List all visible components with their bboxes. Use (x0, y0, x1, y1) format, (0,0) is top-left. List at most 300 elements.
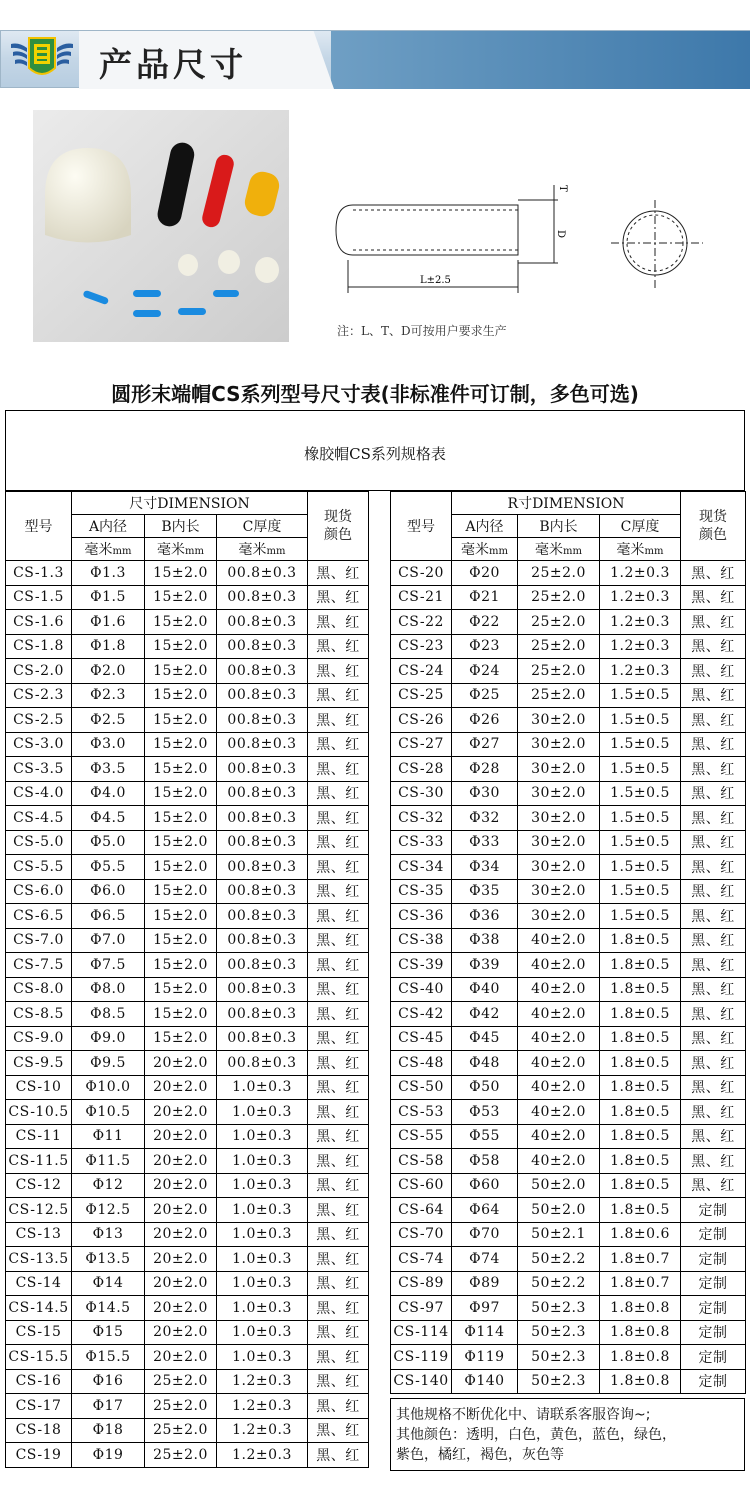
stock-color-cell: 定制 (681, 1271, 746, 1296)
inner-diameter-cell: Φ13.5 (72, 1247, 145, 1272)
table-row (6, 977, 369, 1002)
table-row (6, 634, 369, 659)
thickness-cell: 1.0±0.3 (217, 1173, 308, 1198)
spec-table-left (5, 491, 369, 1468)
stock-color-cell: 黑、红 (308, 781, 369, 806)
table-row (6, 904, 369, 929)
model-cell: CS-20 (391, 561, 452, 586)
thickness-cell: 00.8±0.3 (217, 732, 308, 757)
table-row (391, 1247, 746, 1272)
inner-diameter-cell: Φ16 (72, 1369, 145, 1394)
label-d: D (555, 230, 566, 239)
drawing-note: 注：L、T、D可按用户要求生产 (337, 324, 507, 338)
inner-diameter-cell: Φ11 (72, 1124, 145, 1149)
thickness-cell: 00.8±0.3 (217, 757, 308, 782)
table-row (6, 757, 369, 782)
table-row (6, 1100, 369, 1125)
table-row (391, 904, 746, 929)
thickness-cell: 00.8±0.3 (217, 634, 308, 659)
inner-length-cell: 20±2.0 (145, 1222, 217, 1247)
table-row (391, 830, 746, 855)
stock-color-cell: 黑、红 (308, 561, 369, 586)
stock-color-cell: 黑、红 (681, 659, 746, 684)
table-row (6, 1320, 369, 1345)
stock-color-cell: 黑、红 (308, 1247, 369, 1272)
unit-b: 毫米mm (518, 538, 600, 561)
inner-length-cell: 15±2.0 (145, 659, 217, 684)
stock-color-cell: 黑、红 (681, 1075, 746, 1100)
thickness-cell: 00.8±0.3 (217, 928, 308, 953)
inner-diameter-cell: Φ12.5 (72, 1198, 145, 1223)
inner-length-cell: 25±2.0 (518, 585, 600, 610)
technical-drawing (318, 145, 728, 345)
table-row (391, 953, 746, 978)
table-row (391, 1345, 746, 1370)
model-cell: CS-9.0 (6, 1026, 72, 1051)
model-cell: CS-11 (6, 1124, 72, 1149)
stock-color-cell: 定制 (681, 1247, 746, 1272)
thickness-cell: 1.8±0.7 (600, 1271, 681, 1296)
stock-color-cell: 黑、红 (681, 1026, 746, 1051)
stock-color-cell: 黑、红 (308, 1100, 369, 1125)
stock-color-cell: 黑、红 (308, 1296, 369, 1321)
thickness-cell: 1.2±0.3 (217, 1418, 308, 1443)
inner-length-cell: 15±2.0 (145, 708, 217, 733)
stock-color-cell: 黑、红 (681, 953, 746, 978)
inner-length-cell: 25±2.0 (518, 561, 600, 586)
model-cell: CS-15.5 (6, 1345, 72, 1370)
thickness-cell: 1.2±0.3 (217, 1394, 308, 1419)
product-photo (33, 110, 289, 342)
col-a-header: A内径 (452, 515, 518, 538)
table-caption: 圆形末端帽CS系列型号尺寸表(非标准件可订制，多色可选) (111, 382, 639, 406)
thickness-cell: 00.8±0.3 (217, 561, 308, 586)
stock-color-cell: 黑、红 (308, 806, 369, 831)
inner-diameter-cell: Φ1.3 (72, 561, 145, 586)
thickness-cell: 1.5±0.5 (600, 830, 681, 855)
stock-color-cell: 定制 (681, 1222, 746, 1247)
stock-color-cell: 黑、红 (681, 879, 746, 904)
table-row (6, 1369, 369, 1394)
stock-color-cell: 黑、红 (308, 904, 369, 929)
stock-color-cell: 黑、红 (681, 1173, 746, 1198)
table-row (6, 830, 369, 855)
stock-color-cell: 黑、红 (308, 1002, 369, 1027)
thickness-cell: 00.8±0.3 (217, 953, 308, 978)
table-row (6, 561, 369, 586)
inner-diameter-cell: Φ4.5 (72, 806, 145, 831)
model-cell: CS-7.0 (6, 928, 72, 953)
table-row (391, 879, 746, 904)
thickness-cell: 1.0±0.3 (217, 1247, 308, 1272)
model-cell: CS-58 (391, 1149, 452, 1174)
inner-diameter-cell: Φ4.0 (72, 781, 145, 806)
model-cell: CS-5.5 (6, 855, 72, 880)
thickness-cell: 00.8±0.3 (217, 610, 308, 635)
inner-length-cell: 20±2.0 (145, 1198, 217, 1223)
stock-color-cell: 黑、红 (308, 1198, 369, 1223)
model-cell: CS-50 (391, 1075, 452, 1100)
inner-diameter-cell: Φ114 (452, 1320, 518, 1345)
model-cell: CS-9.5 (6, 1051, 72, 1076)
stock-color-cell: 定制 (681, 1369, 746, 1394)
model-cell: CS-64 (391, 1198, 452, 1223)
inner-length-cell: 25±2.0 (518, 634, 600, 659)
spec-title: 橡胶帽CS系列规格表 (304, 445, 446, 463)
thickness-cell: 1.8±0.5 (600, 1173, 681, 1198)
inner-diameter-cell: Φ27 (452, 732, 518, 757)
table-row (391, 1369, 746, 1394)
stock-color-cell: 黑、红 (308, 977, 369, 1002)
model-cell: CS-12 (6, 1173, 72, 1198)
inner-length-cell: 20±2.0 (145, 1075, 217, 1100)
model-cell: CS-30 (391, 781, 452, 806)
inner-length-cell: 50±2.2 (518, 1271, 600, 1296)
stock-color-cell: 定制 (681, 1345, 746, 1370)
thickness-cell: 1.0±0.3 (217, 1271, 308, 1296)
thickness-cell: 00.8±0.3 (217, 806, 308, 831)
model-cell: CS-22 (391, 610, 452, 635)
dimension-header: 尺寸DIMENSION (72, 492, 308, 515)
inner-length-cell: 50±2.3 (518, 1369, 600, 1394)
col-a-header: A内径 (72, 515, 145, 538)
model-cell: CS-89 (391, 1271, 452, 1296)
inner-length-cell: 30±2.0 (518, 757, 600, 782)
inner-diameter-cell: Φ22 (452, 610, 518, 635)
table-head-left (6, 492, 369, 561)
model-cell: CS-28 (391, 757, 452, 782)
model-cell: CS-42 (391, 1002, 452, 1027)
inner-diameter-cell: Φ24 (452, 659, 518, 684)
model-cell: CS-114 (391, 1320, 452, 1345)
table-row (391, 781, 746, 806)
stock-color-cell: 黑、红 (681, 732, 746, 757)
model-cell: CS-26 (391, 708, 452, 733)
thickness-cell: 1.5±0.5 (600, 879, 681, 904)
stock-color-cell: 黑、红 (681, 610, 746, 635)
inner-length-cell: 30±2.0 (518, 781, 600, 806)
thickness-cell: 1.8±0.5 (600, 1026, 681, 1051)
stock-color-cell: 黑、红 (308, 634, 369, 659)
stock-color-cell: 黑、红 (308, 879, 369, 904)
section-title: 产品尺寸 (99, 45, 247, 84)
inner-length-cell: 30±2.0 (518, 830, 600, 855)
model-header: 型号 (391, 492, 452, 561)
thickness-cell: 1.8±0.7 (600, 1247, 681, 1272)
inner-diameter-cell: Φ70 (452, 1222, 518, 1247)
unit-c: 毫米mm (600, 538, 681, 561)
inner-length-cell: 15±2.0 (145, 830, 217, 855)
model-cell: CS-97 (391, 1296, 452, 1321)
inner-length-cell: 30±2.0 (518, 879, 600, 904)
inner-length-cell: 15±2.0 (145, 683, 217, 708)
label-t: T (557, 185, 568, 192)
inner-diameter-cell: Φ6.0 (72, 879, 145, 904)
model-header: 型号 (6, 492, 72, 561)
model-cell: CS-2.0 (6, 659, 72, 684)
thickness-cell: 00.8±0.3 (217, 683, 308, 708)
inner-length-cell: 30±2.0 (518, 904, 600, 929)
thickness-cell: 00.8±0.3 (217, 879, 308, 904)
table-row (391, 1124, 746, 1149)
thickness-cell: 1.8±0.6 (600, 1222, 681, 1247)
thickness-cell: 1.5±0.5 (600, 855, 681, 880)
thickness-cell: 1.8±0.5 (600, 1075, 681, 1100)
model-cell: CS-74 (391, 1247, 452, 1272)
footnote-box (390, 1398, 745, 1471)
stock-color-cell: 黑、红 (681, 904, 746, 929)
thickness-cell: 00.8±0.3 (217, 904, 308, 929)
table-row (6, 855, 369, 880)
inner-length-cell: 50±2.1 (518, 1222, 600, 1247)
table-row (391, 757, 746, 782)
table-row (6, 1149, 369, 1174)
thickness-cell: 00.8±0.3 (217, 977, 308, 1002)
table-row (6, 1247, 369, 1272)
inner-diameter-cell: Φ2.5 (72, 708, 145, 733)
table-row (391, 1271, 746, 1296)
inner-diameter-cell: Φ15 (72, 1320, 145, 1345)
inner-diameter-cell: Φ21 (452, 585, 518, 610)
inner-diameter-cell: Φ14 (72, 1271, 145, 1296)
thickness-cell: 1.5±0.5 (600, 683, 681, 708)
thickness-cell: 1.2±0.3 (600, 610, 681, 635)
model-cell: CS-1.8 (6, 634, 72, 659)
table-row (391, 806, 746, 831)
inner-length-cell: 20±2.0 (145, 1124, 217, 1149)
model-cell: CS-24 (391, 659, 452, 684)
inner-diameter-cell: Φ11.5 (72, 1149, 145, 1174)
table-row (391, 1075, 746, 1100)
inner-length-cell: 20±2.0 (145, 1100, 217, 1125)
table-body-right (391, 561, 746, 1394)
thickness-cell: 1.5±0.5 (600, 708, 681, 733)
model-cell: CS-18 (6, 1418, 72, 1443)
table-row (391, 1026, 746, 1051)
stock-color-cell: 定制 (681, 1320, 746, 1345)
table-row (6, 1418, 369, 1443)
stock-color-cell: 黑、红 (681, 585, 746, 610)
thickness-cell: 1.5±0.5 (600, 781, 681, 806)
inner-length-cell: 20±2.0 (145, 1345, 217, 1370)
stock-color-cell: 黑、红 (308, 585, 369, 610)
company-logo-icon (9, 34, 75, 84)
inner-length-cell: 50±2.3 (518, 1320, 600, 1345)
stock-color-cell: 定制 (681, 1296, 746, 1321)
inner-length-cell: 40±2.0 (518, 977, 600, 1002)
inner-diameter-cell: Φ2.0 (72, 659, 145, 684)
table-row (391, 1149, 746, 1174)
inner-diameter-cell: Φ10.0 (72, 1075, 145, 1100)
model-cell: CS-32 (391, 806, 452, 831)
stock-color-cell: 黑、红 (308, 1345, 369, 1370)
spec-title-box (5, 410, 745, 491)
inner-diameter-cell: Φ19 (72, 1443, 145, 1468)
inner-diameter-cell: Φ32 (452, 806, 518, 831)
thickness-cell: 1.8±0.8 (600, 1345, 681, 1370)
stock-color-cell: 黑、红 (308, 1149, 369, 1174)
table-row (6, 1345, 369, 1370)
inner-length-cell: 15±2.0 (145, 732, 217, 757)
inner-length-cell: 15±2.0 (145, 781, 217, 806)
thickness-cell: 1.8±0.5 (600, 928, 681, 953)
model-cell: CS-10.5 (6, 1100, 72, 1125)
stock-color-cell: 黑、红 (681, 561, 746, 586)
model-cell: CS-13.5 (6, 1247, 72, 1272)
thickness-cell: 1.8±0.5 (600, 1198, 681, 1223)
inner-diameter-cell: Φ28 (452, 757, 518, 782)
thickness-cell: 1.5±0.5 (600, 757, 681, 782)
inner-diameter-cell: Φ13 (72, 1222, 145, 1247)
col-c-header: C厚度 (600, 515, 681, 538)
inner-diameter-cell: Φ38 (452, 928, 518, 953)
model-cell: CS-39 (391, 953, 452, 978)
inner-diameter-cell: Φ7.5 (72, 953, 145, 978)
footnote-line-2: 其他颜色：透明，白色，黄色，蓝色，绿色， (396, 1427, 676, 1443)
thickness-cell: 00.8±0.3 (217, 781, 308, 806)
inner-length-cell: 25±2.0 (518, 659, 600, 684)
stock-color-cell: 黑、红 (308, 1026, 369, 1051)
inner-length-cell: 15±2.0 (145, 855, 217, 880)
stock-color-cell: 定制 (681, 1198, 746, 1223)
table-row (6, 1394, 369, 1419)
table-row (6, 1443, 369, 1468)
inner-diameter-cell: Φ89 (452, 1271, 518, 1296)
inner-diameter-cell: Φ64 (452, 1198, 518, 1223)
thickness-cell: 1.2±0.3 (217, 1443, 308, 1468)
thickness-cell: 1.0±0.3 (217, 1100, 308, 1125)
model-cell: CS-4.0 (6, 781, 72, 806)
table-row (391, 1320, 746, 1345)
inner-diameter-cell: Φ15.5 (72, 1345, 145, 1370)
inner-length-cell: 40±2.0 (518, 1124, 600, 1149)
table-row (6, 610, 369, 635)
banner-stripe (331, 31, 750, 89)
inner-diameter-cell: Φ7.0 (72, 928, 145, 953)
stock-color-header: 现货颜色 (308, 492, 369, 561)
stock-color-cell: 黑、红 (308, 830, 369, 855)
table-row (391, 659, 746, 684)
stock-color-cell: 黑、红 (308, 1222, 369, 1247)
inner-diameter-cell: Φ35 (452, 879, 518, 904)
thickness-cell: 1.0±0.3 (217, 1345, 308, 1370)
inner-length-cell: 15±2.0 (145, 1002, 217, 1027)
stock-color-cell: 黑、红 (308, 1051, 369, 1076)
inner-length-cell: 15±2.0 (145, 561, 217, 586)
stock-color-cell: 黑、红 (681, 757, 746, 782)
table-row (6, 781, 369, 806)
col-c-header: C厚度 (217, 515, 308, 538)
model-cell: CS-19 (6, 1443, 72, 1468)
unit-a: 毫米mm (72, 538, 145, 561)
inner-length-cell: 40±2.0 (518, 1100, 600, 1125)
table-row (6, 1026, 369, 1051)
inner-length-cell: 15±2.0 (145, 904, 217, 929)
stock-color-cell: 黑、红 (308, 708, 369, 733)
stock-color-header: 现货颜色 (681, 492, 746, 561)
table-row (391, 1173, 746, 1198)
stock-color-cell: 黑、红 (681, 708, 746, 733)
model-cell: CS-8.5 (6, 1002, 72, 1027)
inner-diameter-cell: Φ8.0 (72, 977, 145, 1002)
table-row (391, 732, 746, 757)
thickness-cell: 00.8±0.3 (217, 585, 308, 610)
table-row (6, 1051, 369, 1076)
thickness-cell: 1.8±0.8 (600, 1320, 681, 1345)
table-row (6, 879, 369, 904)
inner-length-cell: 15±2.0 (145, 634, 217, 659)
inner-diameter-cell: Φ2.3 (72, 683, 145, 708)
model-cell: CS-35 (391, 879, 452, 904)
inner-diameter-cell: Φ3.5 (72, 757, 145, 782)
thickness-cell: 1.0±0.3 (217, 1198, 308, 1223)
table-row (391, 1051, 746, 1076)
model-cell: CS-33 (391, 830, 452, 855)
model-cell: CS-6.0 (6, 879, 72, 904)
thickness-cell: 00.8±0.3 (217, 855, 308, 880)
inner-length-cell: 15±2.0 (145, 1026, 217, 1051)
inner-diameter-cell: Φ12 (72, 1173, 145, 1198)
model-cell: CS-16 (6, 1369, 72, 1394)
model-cell: CS-55 (391, 1124, 452, 1149)
inner-diameter-cell: Φ34 (452, 855, 518, 880)
inner-length-cell: 20±2.0 (145, 1149, 217, 1174)
inner-diameter-cell: Φ1.6 (72, 610, 145, 635)
inner-length-cell: 50±2.3 (518, 1296, 600, 1321)
inner-diameter-cell: Φ5.5 (72, 855, 145, 880)
stock-color-cell: 黑、红 (308, 1443, 369, 1468)
stock-color-cell: 黑、红 (308, 1369, 369, 1394)
stock-color-cell: 黑、红 (681, 928, 746, 953)
inner-length-cell: 25±2.0 (518, 610, 600, 635)
inner-length-cell: 20±2.0 (145, 1051, 217, 1076)
table-row (391, 855, 746, 880)
stock-color-cell: 黑、红 (681, 634, 746, 659)
thickness-cell: 1.2±0.3 (600, 659, 681, 684)
thickness-cell: 1.8±0.5 (600, 1124, 681, 1149)
model-cell: CS-3.5 (6, 757, 72, 782)
stock-color-cell: 黑、红 (681, 781, 746, 806)
inner-length-cell: 20±2.0 (145, 1296, 217, 1321)
spec-table-right (390, 491, 746, 1394)
table-row (6, 1198, 369, 1223)
unit-b: 毫米mm (145, 538, 217, 561)
thickness-cell: 1.0±0.3 (217, 1149, 308, 1174)
model-cell: CS-60 (391, 1173, 452, 1198)
inner-length-cell: 20±2.0 (145, 1247, 217, 1272)
inner-diameter-cell: Φ17 (72, 1394, 145, 1419)
stock-color-cell: 黑、红 (308, 1418, 369, 1443)
inner-length-cell: 40±2.0 (518, 1002, 600, 1027)
inner-diameter-cell: Φ42 (452, 1002, 518, 1027)
inner-length-cell: 15±2.0 (145, 806, 217, 831)
stock-color-cell: 黑、红 (308, 659, 369, 684)
table-row (6, 1002, 369, 1027)
inner-length-cell: 20±2.0 (145, 1173, 217, 1198)
model-cell: CS-21 (391, 585, 452, 610)
stock-color-cell: 黑、红 (308, 1394, 369, 1419)
inner-length-cell: 15±2.0 (145, 585, 217, 610)
stock-color-cell: 黑、红 (681, 806, 746, 831)
inner-diameter-cell: Φ40 (452, 977, 518, 1002)
inner-diameter-cell: Φ5.0 (72, 830, 145, 855)
stock-color-cell: 黑、红 (308, 855, 369, 880)
table-row (6, 708, 369, 733)
thickness-cell: 1.8±0.5 (600, 1100, 681, 1125)
inner-diameter-cell: Φ33 (452, 830, 518, 855)
model-cell: CS-23 (391, 634, 452, 659)
stock-color-cell: 黑、红 (681, 683, 746, 708)
